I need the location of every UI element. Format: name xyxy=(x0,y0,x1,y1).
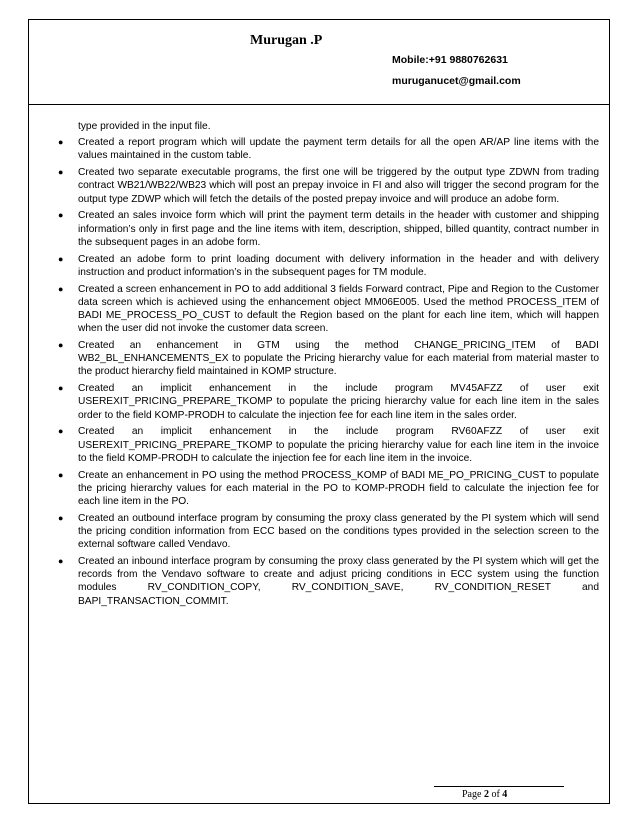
bullet-text: Created an implicit enhancement in the include program MV45AFZZ of user exit USEREXIT_PRICING_PREPARE_TKOMP to populate the pricing hierarchy value for each line item in the sales order to the field KOMP-PRODH to calculate the injection fee for each line item in the sales order. xyxy=(78,383,599,421)
page-word: Page xyxy=(462,789,482,800)
bullet-item xyxy=(50,555,599,608)
bullet-dot-icon: ● xyxy=(58,426,64,437)
bullet-item xyxy=(50,136,599,162)
bullet-dot-icon: ● xyxy=(58,137,64,148)
page-current: 2 xyxy=(483,789,489,800)
page-of: of xyxy=(491,789,500,800)
bullet-dot-icon: ● xyxy=(58,283,64,294)
bullet-item xyxy=(50,166,599,206)
bullet-item xyxy=(50,469,599,509)
bullet-text: Created an inbound interface program by consuming the proxy class generated by the PI system which will get the records from the Vendavo software to create and adjust pricing conditions in ECC system using the function modules RV_CONDITION_COPY, RV_CONDITION_SAVE, RV_CONDITION_RESET and BAPI_TRANSACTION_COMMIT. xyxy=(78,556,599,607)
header-divider xyxy=(28,104,610,105)
bullet-text: Created a report program which will update the payment term details for all the open AR/AP line items with the values maintained in the custom table. xyxy=(78,137,599,162)
bullet-text: Created an adobe form to print loading document with delivery information in the header and with delivery instruction and product information’s in the subsequent pages for TM module. xyxy=(78,253,599,278)
bullet-item xyxy=(50,253,599,279)
bullet-text: Created an sales invoice form which will print the payment term details in the header with customer and shipping information’s only in first page and the line items with item, description, shipped, billed quantity, contract number in the subsequent pages in an adobe form. xyxy=(78,210,599,248)
bullet-dot-icon: ● xyxy=(58,469,64,480)
bullet-item xyxy=(50,209,599,249)
bullet-dot-icon: ● xyxy=(58,340,64,351)
bullet-dot-icon: ● xyxy=(58,556,64,567)
candidate-name: Murugan .P xyxy=(250,33,323,48)
bullet-item xyxy=(50,283,599,336)
bullet-dot-icon: ● xyxy=(58,253,64,264)
bullet-item xyxy=(50,382,599,422)
bullet-item xyxy=(50,512,599,552)
document-body xyxy=(50,120,599,611)
bullet-dot-icon: ● xyxy=(58,512,64,523)
bullet-text: Created an enhancement in GTM using the method CHANGE_PRICING_ITEM of BADI WB2_BL_ENHANCEMENTS_EX to populate the Pricing hierarchy value for each material from material master to the product hierarchy field maintained in KOMP structure. xyxy=(78,340,599,378)
bullet-dot-icon: ● xyxy=(58,167,64,178)
bullet-item xyxy=(50,425,599,465)
contact-mobile: Mobile:+91 9880762631 xyxy=(392,54,508,66)
contact-email: muruganucet@gmail.com xyxy=(392,75,521,87)
bullet-text: Created two separate executable programs, the first one will be triggered by the output type ZDWN from trading contract WB21/WB22/WB23 which will post an prepay invoice in FI and also will trigger the second program for the output type ZDWP which will fetch the details of the posted prepay invoice and will produce an adobe form. xyxy=(78,167,599,205)
page-number xyxy=(462,789,507,800)
bullet-item xyxy=(50,339,599,379)
continued-text: type provided in the input file. xyxy=(78,121,211,132)
footer-divider xyxy=(434,786,564,787)
bullet-dot-icon: ● xyxy=(58,210,64,221)
bullet-text: Create an enhancement in PO using the method PROCESS_KOMP of BADI ME_PO_PRICING_CUST to populate the pricing hierarchy values for each material in the PO to KOMP-PRODH field to calculate the injection fee for each line item in the PO. xyxy=(78,469,599,508)
bullet-text: Created an outbound interface program by consuming the proxy class generated by the PI system which will send the pricing condition information from ECC based on the conditions types provided in the selection screen to the external software called Vendavo. xyxy=(78,512,599,551)
bullet-text: Created an implicit enhancement in the include program RV60AFZZ of user exit USEREXIT_PRICING_PREPARE_TKOMP to populate the pricing hierarchy value for each line item in the invoice to the field KOMP-PRODH to calculate the injection fee for each line item in the invoice. xyxy=(78,426,599,464)
page-total: 4 xyxy=(502,789,508,800)
experience-bullet-list xyxy=(50,136,599,608)
bullet-text: Created a screen enhancement in PO to add additional 3 fields Forward contract, Pipe and Region to the Customer data screen which is achieved using the enhancement object MM06E005. Used the method PROCESS_ITEM of BADI ME_PROCESS_PO_CUST to default the Region based on the plant for each line item, which will happen when the user did not invoke the customer data screen. xyxy=(78,283,599,335)
bullet-dot-icon: ● xyxy=(58,383,64,394)
